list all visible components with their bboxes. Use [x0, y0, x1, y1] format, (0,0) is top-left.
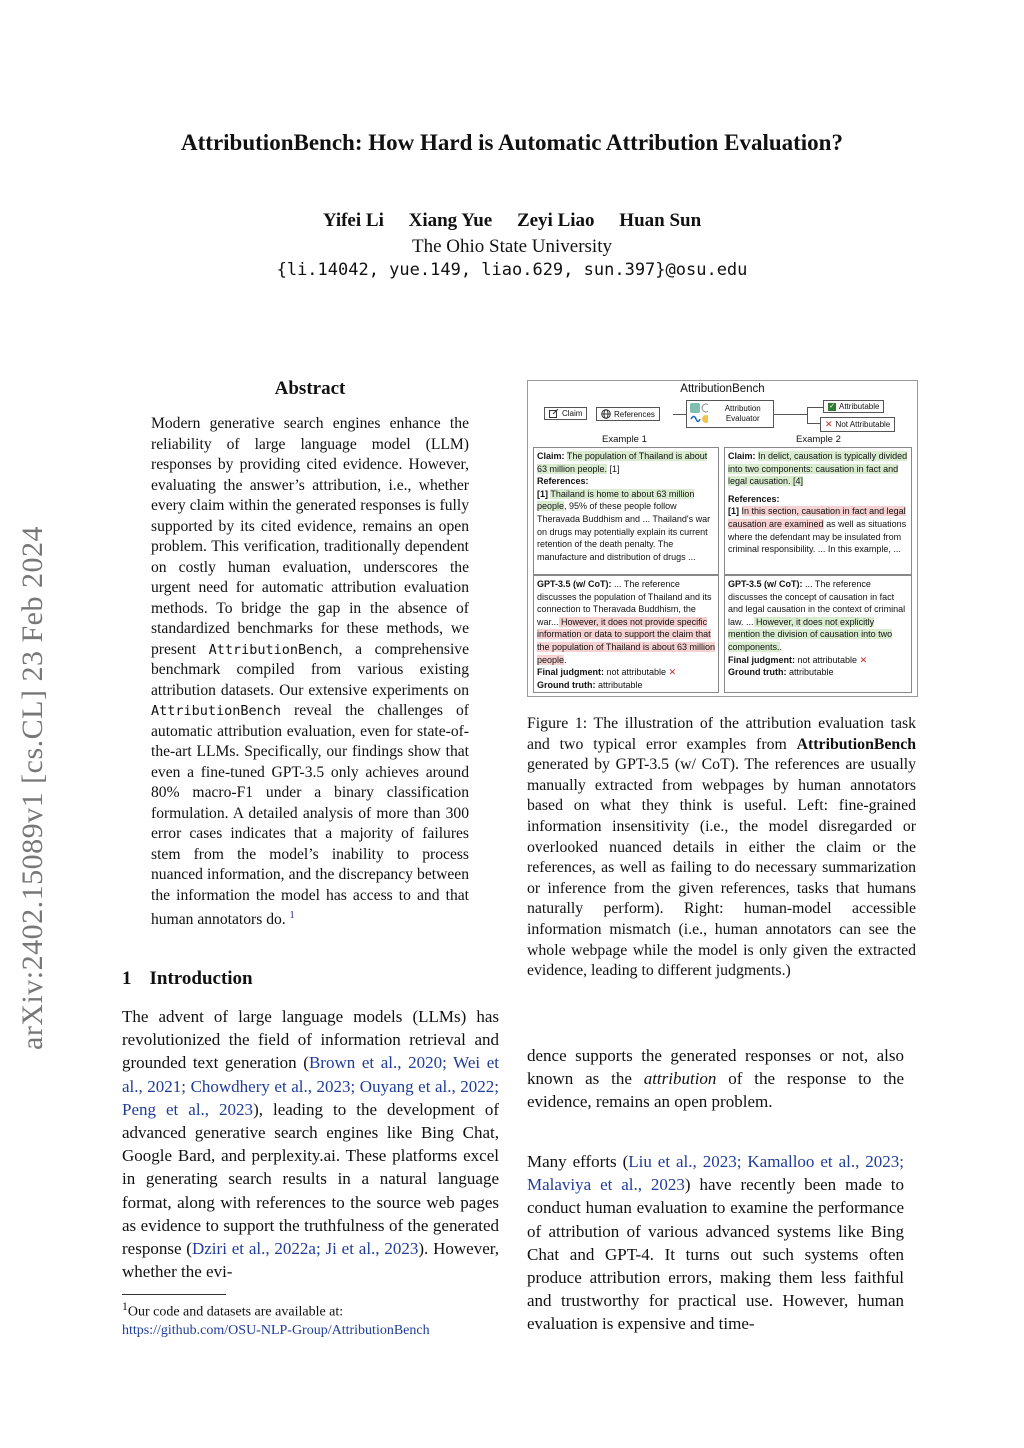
edit-icon [549, 409, 559, 418]
ground-truth-value: attributable [595, 679, 643, 690]
judgment-value: not attributable [795, 654, 858, 665]
cross-icon: ✕ [668, 667, 677, 678]
author: Zeyi Liao [516, 210, 595, 231]
example2-input-panel [724, 447, 912, 575]
body-text: ), leading to the development of advanced generative search engines like Bing Chat, Google Bard, and perplexity.ai. These platforms excel in generating search results in a natural language format, along with references to the source web pages as evidence to support the truthfulness of the generated response ( [122, 1099, 499, 1259]
llm-logos-icon [690, 403, 708, 425]
github-link[interactable]: https://github.com/OSU-NLP-Group/AttributionBench [122, 1322, 430, 1338]
not-attributable-pill [820, 417, 895, 432]
abstract-text: reveal the challenges of automatic attribution evaluation, even for state-of-the-art LLMs. Specifically, our findings show that even a fine-tuned GPT-3.5 only achieves around 80% macro-F1 under a binary classification formulation. A detailed analysis of more than 300 error cases indicates that a majority of failures stem from the model’s inability to process nuanced information, and the discrepancy between the information the model has access to and that human annotators do. [151, 702, 469, 929]
example-label: Example 1 [602, 434, 647, 445]
reference-highlight: In this section, causation in fact and legal causation are examined [728, 506, 906, 529]
intro-paragraph-continued [527, 1044, 904, 1114]
ground-truth-key: Ground truth: [537, 679, 596, 690]
citation-link[interactable]: Brown et al., 2020; Wei et al., 2021; Chowdhery et al., 2023; Ouyang et al., 2022; Peng et al., 2023 [122, 1053, 500, 1119]
cross-icon: ✕ [825, 419, 833, 429]
abstract-heading: Abstract [274, 378, 346, 399]
body-text: dence supports the generated responses or not, also known as the [527, 1046, 904, 1089]
check-icon: ✓ [829, 402, 835, 410]
judgment-value: not attributable [604, 667, 667, 678]
cross-icon: ✕ [859, 654, 868, 665]
arrow [807, 407, 808, 423]
footnote-ref[interactable]: 1 [289, 910, 295, 921]
arrow [807, 407, 823, 408]
example1-input-panel [533, 447, 719, 575]
abstract-text: Modern generative search engines enhance the reliability of large language model (LLM) responses by providing cited evidence. However, evaluating the answer’s attribution, i.e., whether every claim within the generated responses is fully supported by its cited evidence, remains an open problem. This verification, traditionally dependent on costly human evaluation, underscores the urgent need for automatic attribution evaluation methods. To bridge the gap in the absence of standardized benchmarks for these methods, we present [151, 415, 469, 658]
body-text: The advent of large language models (LLMs) has revolutionized the field of information retrieval and grounded text generation ( [122, 1007, 499, 1073]
author: Xiang Yue [408, 210, 493, 231]
globe-icon [601, 409, 611, 419]
claim-key: Claim: [537, 451, 565, 461]
section-title: Introduction [149, 968, 253, 989]
claim-text: The population of Thailand is about 63 million people. [537, 451, 708, 474]
claim-label: Claim [562, 409, 583, 418]
citation-link[interactable]: Dziri et al., 2022a; Ji et al., 2023 [191, 1239, 419, 1259]
email-list: {li.14042, yue.149, liao.629, sun.397}@osu.edu [276, 260, 748, 280]
model-text: ... The reference discusses the population of Thailand and its connection to Theravada Buddhism, the war... [537, 579, 712, 627]
citation-link[interactable]: Liu et al., 2023; Kamalloo et al., 2023; Malaviya et al., 2023 [527, 1152, 904, 1195]
reference-text: , 95% of these people follow Theravada Buddhism and ... Thailand's war on drugs may potentially explain its current retention of the death penalty. The manufacture and distribution of drugs ... [537, 501, 711, 562]
model-text: ... The reference discusses the concept of causation in fact and legal causation in the context of criminal law. ... [728, 579, 906, 627]
figure-title: AttributionBench [680, 383, 765, 395]
model-key: GPT-3.5 (w/ CoT): [537, 579, 612, 589]
abstract-body [151, 414, 469, 931]
references-label: References [614, 409, 655, 419]
arrow [774, 414, 808, 415]
attributable-label: Attributable [839, 402, 880, 411]
section-heading [122, 968, 253, 990]
caption-text: Figure 1: The illustration of the attribution evaluation task and two typical error examples from [527, 715, 916, 753]
affiliation: The Ohio State University [412, 236, 612, 257]
reference-text: as well as situations where the defendant may be insulated from criminal responsibility. ... In this example, ... [728, 518, 907, 555]
body-text: ) have recently been made to conduct human evaluation to examine the performance of attribution of various advanced systems like Bing Chat and GPT-4. It turns out such systems often produce attribution errors, making them less faithful and trustworthy for practical use. However, human evaluation is expensive and time- [527, 1175, 904, 1334]
model-highlight: However, it does not provide specific information or data to support the claim that the population of Thailand is about 63 million people [537, 616, 715, 665]
claim-text: In delict, causation is typically divided into two components: causation in fact and legal causation. [4] [728, 451, 908, 487]
ref-number: [1] [728, 506, 739, 517]
not-attributable-label: Not Attributable [835, 420, 891, 429]
intro-paragraph-2 [527, 1150, 904, 1336]
model-key: GPT-3.5 (w/ CoT): [728, 579, 803, 589]
judgment-key: Final judgment: [728, 654, 795, 665]
benchmark-name: AttributionBench [208, 641, 339, 658]
caption-bold: AttributionBench [796, 735, 916, 753]
benchmark-name: AttributionBench [151, 703, 282, 719]
footnote-mark: 1 [122, 1300, 128, 1313]
caption-text: generated by GPT-3.5 (w/ CoT). The references are usually manually extracted from webpages by human annotators based on what they think is useful. Left: fine-grained information insensitivity (i.e., the model disregarded or overlooked nuanced details in either the claim or the references, as well as failing to do necessary summarization or inference from the given references, tasks that humans naturally perform). Right: human-model accessible information mismatch (i.e., human annotators can see the whole webpage while the model is only given the extracted evidence, leading to different judgments.) [527, 756, 916, 980]
model-text: . [779, 641, 783, 652]
ref-number: [1] [537, 488, 548, 499]
judgment-key: Final judgment: [537, 667, 604, 678]
footnote-text: Our code and datasets are available at: [127, 1304, 344, 1320]
emphasis-text: attribution [643, 1069, 717, 1089]
claim-pill [544, 407, 587, 420]
figure-1 [527, 380, 918, 697]
claim-key: Claim: [728, 451, 756, 461]
reference-highlight: Thailand is home to about 63 million people [537, 488, 695, 512]
author-list [0, 210, 1024, 232]
footnote-rule [122, 1294, 226, 1295]
body-text: ). However, whether the evi- [122, 1239, 499, 1282]
example-label: Example 2 [796, 434, 841, 445]
abstract-text: , a comprehensive benchmark compiled from various existing attribution datasets. Our extensive experiments on [151, 640, 469, 699]
references-key: References: [537, 476, 589, 487]
example2-output-panel [724, 575, 912, 693]
arrow [673, 414, 686, 415]
spacer [728, 488, 908, 493]
evaluator-box [686, 400, 774, 428]
evaluator-label: Attribution Evaluator [724, 404, 761, 423]
model-text: . [564, 654, 567, 665]
figure-caption [527, 714, 916, 982]
footnote [122, 1298, 499, 1340]
ground-truth-value: attributable [786, 667, 834, 678]
model-highlight: However, it does not explicitly mention the division of causation into two components. [728, 616, 893, 652]
attributable-pill [823, 400, 884, 413]
author: Huan Sun [619, 210, 702, 231]
arxiv-identifier: arXiv:2402.15089v1 [cs.CL] 23 Feb 2024 [16, 526, 49, 1050]
body-text: Many efforts ( [527, 1152, 629, 1171]
references-key: References: [728, 493, 780, 504]
body-text: of the response to the evidence, remains an open problem. [527, 1069, 904, 1112]
references-pill [596, 407, 660, 421]
section-number: 1 [122, 968, 132, 989]
ground-truth-key: Ground truth: [728, 667, 787, 678]
intro-paragraph [122, 1005, 499, 1283]
paper-title: AttributionBench: How Hard is Automatic Attribution Evaluation? [181, 130, 843, 155]
example1-output-panel [533, 575, 719, 693]
claim-ref: [1] [607, 463, 620, 474]
author: Yifei Li [322, 210, 384, 231]
